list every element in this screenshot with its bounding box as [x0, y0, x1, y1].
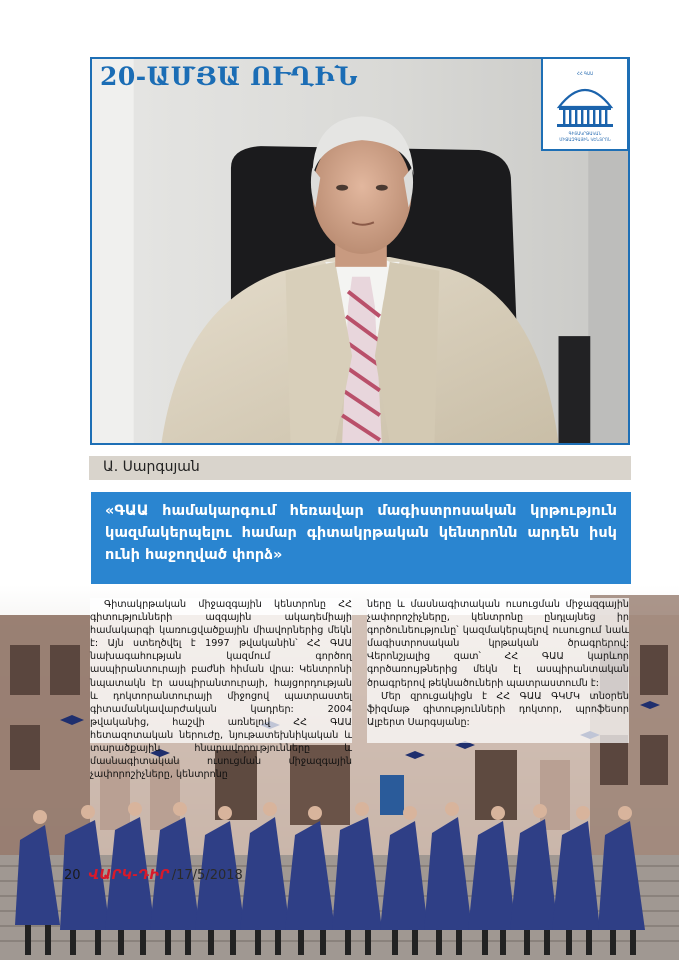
photo-caption: Ա. Սարգսյան [103, 459, 200, 475]
photo-caption-bar [89, 456, 631, 480]
article-paragraph: Գիտակրթական միջազգային կենտրոնը ՀՀ գիտությունների ազգային ակադեմիայի համակարգի կառուցվածքային միավորներից մեկն է: Այն ստեղծվել է 1997 թվականին՝ ՀՀ ԳԱԱ նախագահության կազմում գործող ասպիրանտուրայի բաժնի հիման վրա: Կենտրոնի նպատակն էր ասպիրանտուրայի, հայցորդության և դոկտորանտուրայի միջոցով պատրաստել գիտամանկավարժական կադրեր: 2004 թվականից, հաշվի առնելով ՀՀ ԳԱԱ հետազոտական ներուժը, նյութատեխնիկական և տարածքային հնարավորությունները և մասնագիտական ուսուցման միջազգային չափորոշիչները, կենտրոնը [90, 599, 352, 781]
article-paragraph: Մեր զրուցակիցն է ՀՀ ԳԱԱ ԳԿՄԿ տնօրեն ֆիզմաթ գիտությունների դոկտոր, պրոֆեսոր Ալբերտ Սարգսյանը: [367, 690, 629, 728]
magazine-logo: ՎԱՐԿ-ԴԻՐ [88, 867, 170, 883]
article-column-right [367, 598, 629, 743]
article-paragraph: ները և մասնագիտական ուսուցման միջազգային չափորոշիչները, կենտրոնը ընդլայնեց իր գործունեությունը՝ կազմակերպելով ուսուցում նաև մագիստրոսական կրթական ծրագրերով: Վերոնշյալից զատ՝ ՀՀ ԳԱԱ կարևոր գործառույթներից մեկն էլ ասպիրանտական ծրագրերով թեկնածուների պատրաստումն է: [367, 599, 629, 689]
article-column-left [90, 598, 352, 781]
page-footer [64, 866, 243, 884]
section-heading: 20-ԱՄՅԱ ՈՒՂԻՆ [100, 62, 359, 91]
logo-top-text: ՀՀ ԳԱԱ [576, 71, 594, 76]
issue-date: /17/5/2018 [171, 867, 243, 883]
academy-logo [541, 57, 629, 151]
logo-bottom-text-1: ԳԻՏԱԿՐԹԱԿԱՆ [568, 131, 602, 136]
logo-bottom-text-2: ՄԻՋԱԶԳԱՅԻՆ ԿԵՆՏՐՈՆ [559, 137, 611, 142]
page-number: 20 [64, 867, 81, 883]
pull-quote: «ԳԱԱ համակարգում հեռավար մագիստրոսական կրթություն կազմակերպելու համար գիտակրթական կենտրոնն արդեն իսկ ունի հաջողված փորձ» [91, 492, 631, 584]
